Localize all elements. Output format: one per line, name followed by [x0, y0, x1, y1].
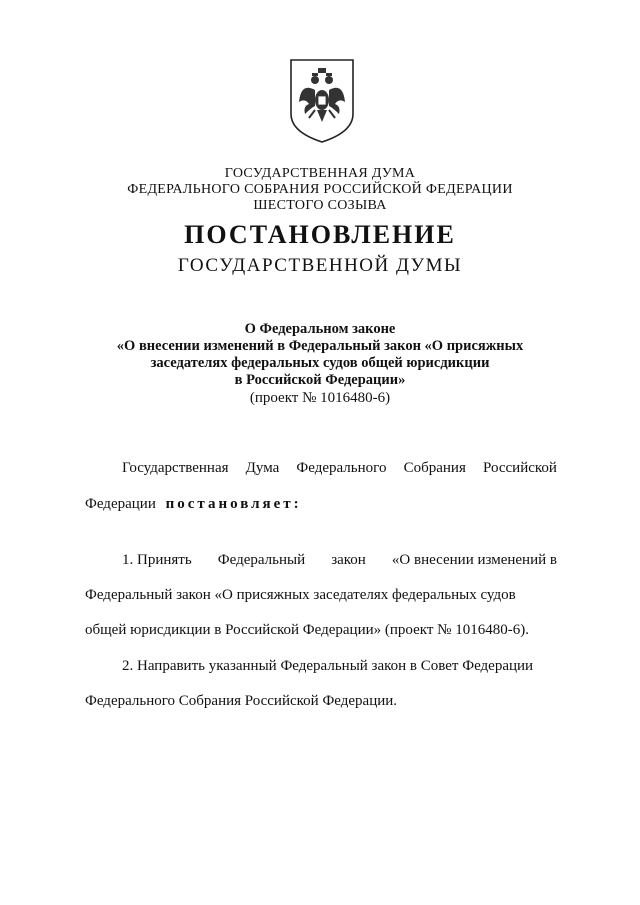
paragraph-1-line-2 — [85, 495, 557, 513]
subject-line-2: «О внесении изменений в Федеральный закон «О присяжных — [116, 338, 524, 354]
word: Государственная — [122, 460, 229, 476]
word: «О внесении изменений в — [391, 552, 557, 568]
word: Федерации — [85, 496, 156, 512]
word: Собрания — [403, 460, 466, 476]
document-subtitle: ГОСУДАРСТВЕННОЙ ДУМЫ — [177, 255, 463, 276]
subject-line-1: О Федеральном законе — [244, 321, 396, 337]
header-line-duma: ГОСУДАРСТВЕННАЯ ДУМА — [224, 166, 416, 181]
russian-coat-of-arms-icon — [287, 56, 357, 146]
word: Российской — [483, 460, 557, 476]
document-title: ПОСТАНОВЛЕНИЕ — [184, 220, 456, 249]
word: Федерального — [296, 460, 387, 476]
word: Дума — [245, 460, 280, 476]
paragraph-3-line-1: 2. Направить указанный Федеральный закон в Совет Федерации — [122, 658, 534, 674]
header-line-federal-assembly: ФЕДЕРАЛЬНОГО СОБРАНИЯ РОССИЙСКОЙ ФЕДЕРАЦИИ — [127, 182, 513, 197]
project-number: (проект № 1016480-6) — [249, 390, 391, 406]
word: Федеральный — [217, 552, 306, 568]
resolution-verb: постановляет: — [165, 496, 302, 512]
paragraph-2-line-1 — [122, 551, 557, 569]
paragraph-1-line-1 — [122, 459, 557, 477]
paragraph-3-line-2: Федерального Собрания Российской Федерации. — [85, 693, 398, 709]
subject-line-4: в Российской Федерации» — [234, 372, 406, 388]
paragraph-2-line-2: Федеральный закон «О присяжных заседателях федеральных судов — [85, 587, 516, 603]
word: 1. Принять — [122, 552, 192, 568]
paragraph-2-line-3: общей юрисдикции в Российской Федерации» (проект № 1016480-6). — [85, 622, 529, 638]
header-line-convocation: ШЕСТОГО СОЗЫВА — [253, 198, 387, 213]
word: закон — [331, 552, 366, 568]
subject-line-3: заседателях федеральных судов общей юрисдикции — [150, 355, 490, 371]
